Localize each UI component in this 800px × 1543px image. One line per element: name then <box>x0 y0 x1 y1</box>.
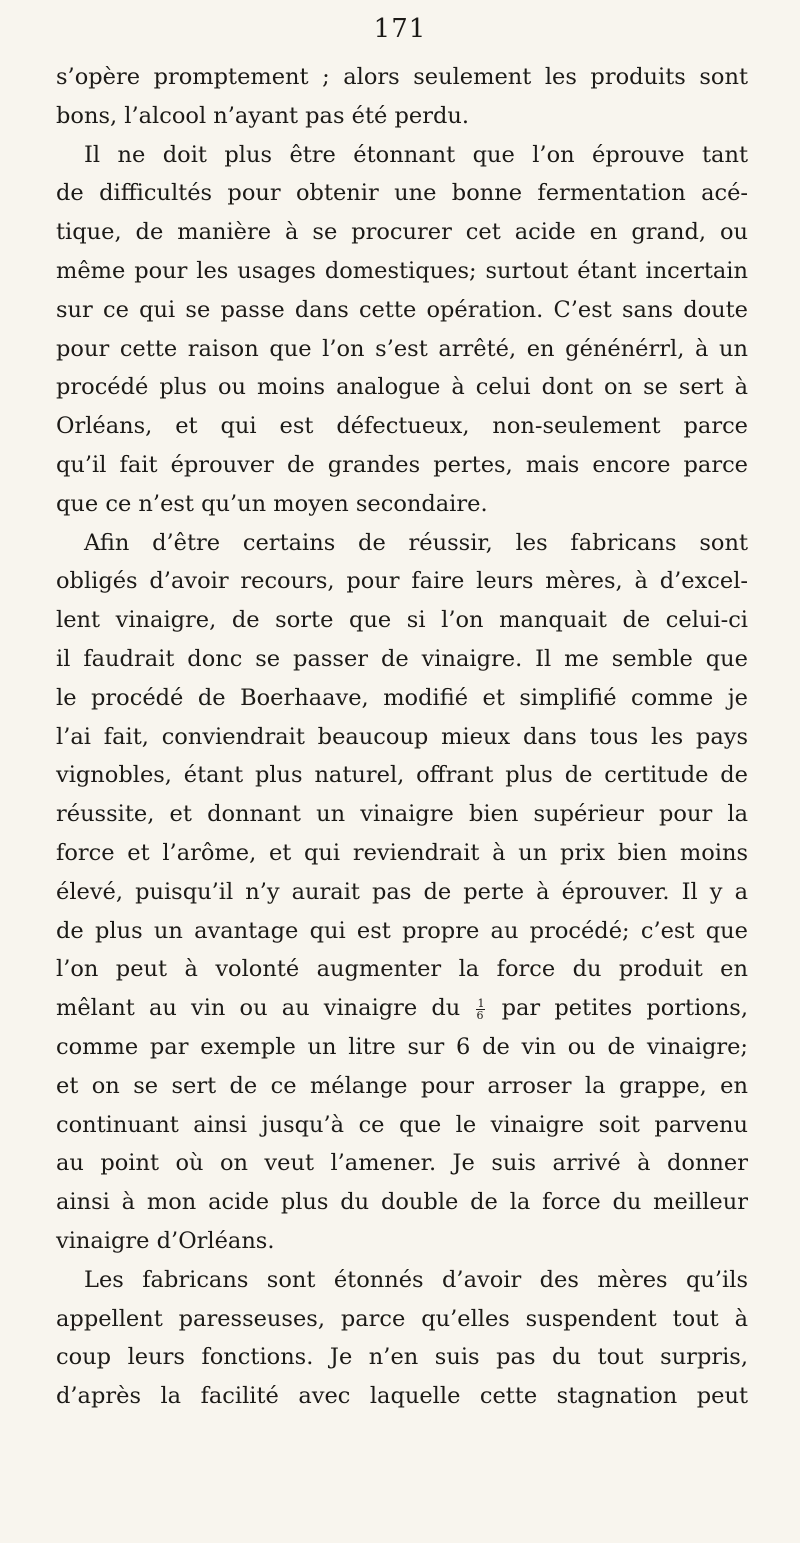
body-text <box>56 58 748 1416</box>
text-line: coup leurs fonctions. Je n’en suis pas du tout surpris, <box>56 1344 748 1371</box>
text-line: appellent paresseuses, parce qu’elles suspendent tout à <box>56 1305 748 1332</box>
text-line: procédé plus ou moins analogue à celui dont on se sert à <box>56 374 748 401</box>
text-line: Les fabricans sont étonnés d’avoir des mères qu’ils <box>84 1266 748 1293</box>
text-line: lent vinaigre, de sorte que si l’on manquait de celui-ci <box>56 607 748 634</box>
text-line: s’opère promptement ; alors seulement les produits sont <box>56 64 748 90</box>
text-line: vignobles, étant plus naturel, offrant plus de certitude de <box>56 762 748 789</box>
text-line: l’ai fait, conviendrait beaucoup mieux dans tous les pays <box>56 723 748 750</box>
text-line: bons, l’alcool n’ayant pas été perdu. <box>56 102 470 129</box>
text-line: d’après la facilité avec laquelle cette stagnation peut <box>56 1383 748 1410</box>
text-line: Il ne doit plus être étonnant que l’on éprouve tant <box>84 141 748 168</box>
fraction-denominator: 6 <box>476 1008 484 1022</box>
text-line: de difficultés pour obtenir une bonne fermentation acé- <box>56 180 748 207</box>
text-line: ainsi à mon acide plus du double de la force du meilleur <box>56 1189 748 1216</box>
text-line: réussite, et donnant un vinaigre bien supérieur pour la <box>56 801 748 828</box>
text-line: sur ce qui se passe dans cette opération. C’est sans doute <box>56 296 748 323</box>
text-line: de plus un avantage qui est propre au procédé; c’est que <box>56 917 748 944</box>
text-line: et on se sert de ce mélange pour arroser la grappe, en <box>56 1072 748 1099</box>
text-line: élevé, puisqu’il n’y aurait pas de perte à éprouver. Il y a <box>56 878 748 905</box>
fraction <box>476 998 485 1021</box>
text-line: il faudrait donc se passer de vinaigre. Il me semble que <box>56 645 748 672</box>
text-line: obligés d’avoir recours, pour faire leurs mères, à d’excel- <box>56 568 748 595</box>
text-line: continuant ainsi jusqu’à ce que le vinaigre soit parvenu <box>56 1111 748 1138</box>
text-line: le procédé de Boerhaave, modifié et simplifié comme je <box>56 684 748 711</box>
text-line: qu’il fait éprouver de grandes pertes, mais encore parce <box>56 451 748 478</box>
text-line: comme par exemple un litre sur 6 de vin ou de vinaigre; <box>56 1033 748 1060</box>
text-line: l’on peut à volonté augmenter la force du produit en <box>56 956 748 983</box>
text-line <box>56 989 748 1028</box>
text-line: Afin d’être certains de réussir, les fabricans sont <box>84 529 748 556</box>
text-line: au point où on veut l’amener. Je suis arrivé à donner <box>56 1150 748 1177</box>
text-line: pour cette raison que l’on s’est arrêté, en génénérrl, à un <box>56 335 748 362</box>
page-number: 171 <box>373 14 427 44</box>
text-line: force et l’arôme, et qui reviendrait à un prix bien moins <box>56 839 748 866</box>
text-line: vinaigre d’Orléans. <box>56 1227 275 1254</box>
text-line: Orléans, et qui est défectueux, non-seulement parce <box>56 413 748 440</box>
text-segment: par petites portions, <box>501 995 749 1022</box>
text-segment: mêlant au vin ou au vinaigre du <box>56 995 461 1022</box>
text-line: tique, de manière à se procurer cet acide en grand, ou <box>56 219 748 246</box>
fraction-numerator: 1 <box>477 996 485 1010</box>
text-line: que ce n’est qu’un moyen secondaire. <box>56 490 488 517</box>
text-line: même pour les usages domestiques; surtout étant incertain <box>56 257 748 284</box>
